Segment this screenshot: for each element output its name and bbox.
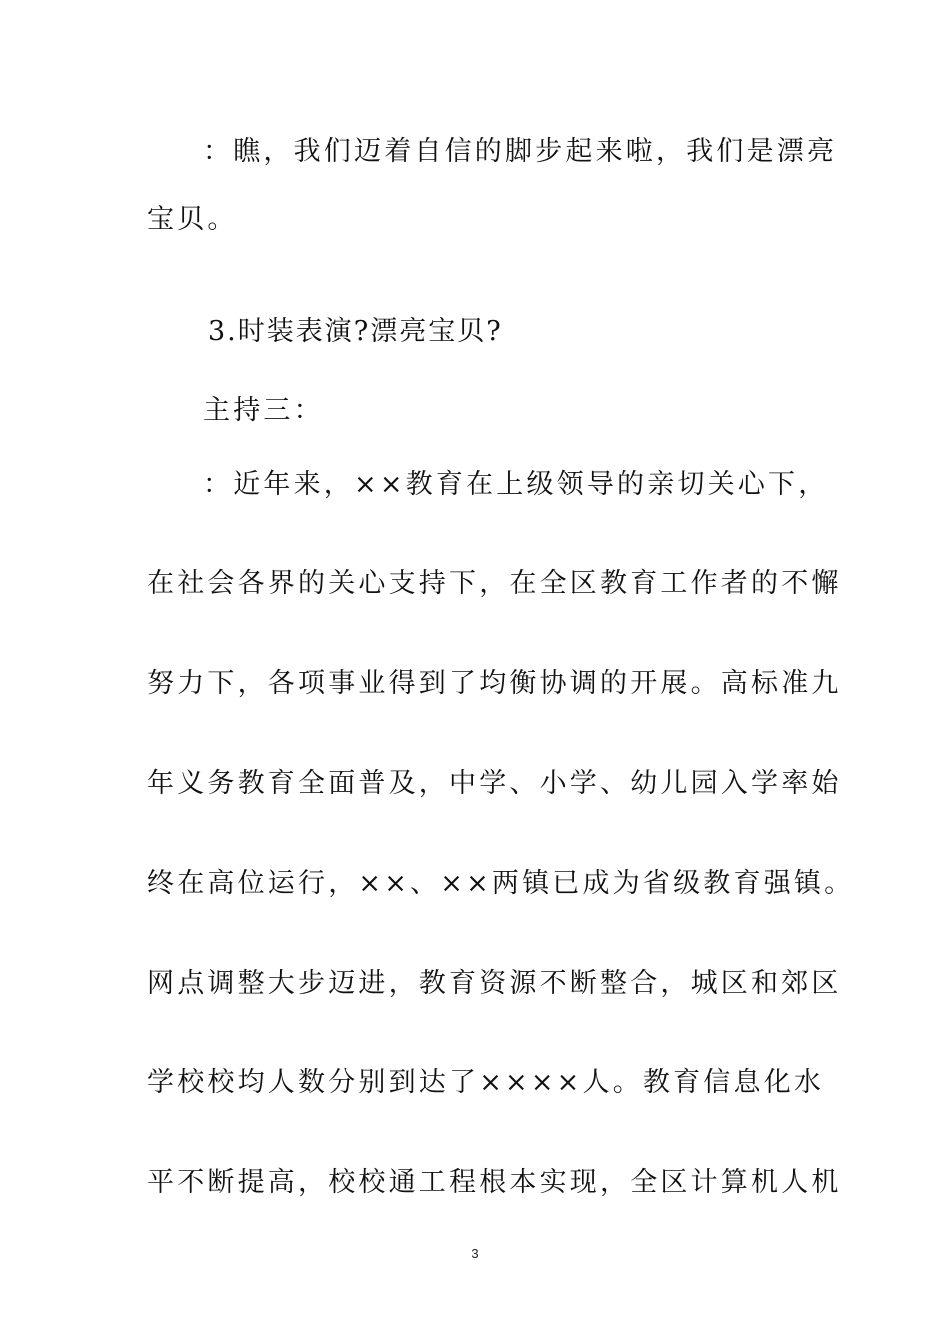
- section-heading: 3.时装表演?漂亮宝贝?: [208, 316, 503, 347]
- paragraph-line: 在社会各界的关心支持下，在全区教育工作者的不懈: [147, 568, 842, 599]
- speaker-label: 主持三：: [203, 395, 324, 426]
- paragraph-line: 学校校均人数分别到达了××××人。教育信息化水: [147, 1067, 825, 1098]
- paragraph-line: 年义务教育全面普及，中学、小学、幼儿园入学率始: [147, 768, 842, 799]
- paragraph-line: 平不断提高，校校通工程根本实现，全区计算机人机: [147, 1167, 842, 1198]
- paragraph-line: ：近年来，××教育在上级领导的亲切关心下，: [203, 469, 829, 500]
- page-number: 3: [471, 1246, 479, 1261]
- paragraph-line: 网点调整大步迈进，教育资源不断整合，城区和郊区: [147, 968, 842, 999]
- paragraph-line: 努力下，各项事业得到了均衡协调的开展。高标准九: [147, 668, 842, 699]
- paragraph-line: 终在高位运行，××、××两镇已成为省级教育强镇。: [147, 868, 855, 899]
- paragraph-line: 宝贝。: [147, 204, 238, 235]
- paragraph-line: ：瞧，我们迈着自信的脚步起来啦，我们是漂亮: [203, 136, 838, 167]
